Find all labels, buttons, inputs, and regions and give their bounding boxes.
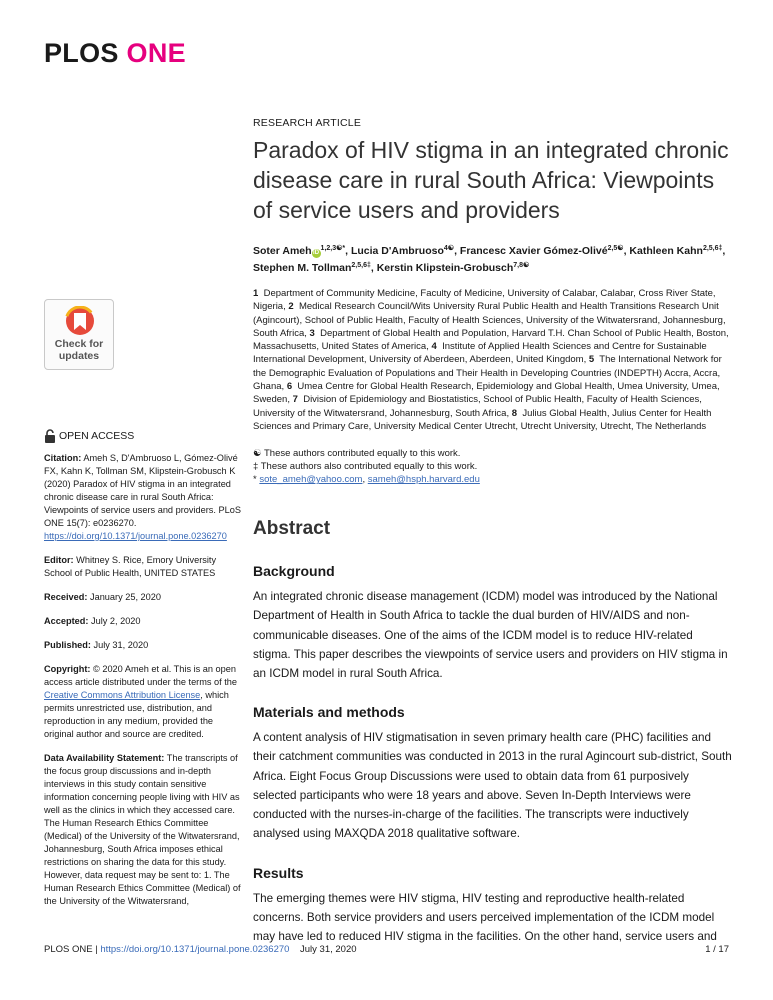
author[interactable]: Soter Ameh $iD^{1,2,3☯*}$ (253, 245, 346, 257)
received-date: January 25, 2020 (89, 592, 161, 602)
background-paragraph: An integrated chronic disease management (ICDM) model was introduced by the National Department of Health in South Africa to tackle the dual burden of HIV/AIDS and non-communicable diseases. One of the aims of the ICDM model is to reduce HIV-related stigma. This paper describes the viewpoints of service users and providers on HIV stigma in an ICDM model in rural South Africa. (253, 590, 728, 681)
data-availability-text: The transcripts of the focus group discussions and in-depth interviews in this study contain sensitive information concerning people living with HIV as well as the clinics in which they accessed care. The Human Research Ethics Committee (Medical) of the University of the Witwatersrand, Johannesburg, South Africa imposes ethical restrictions on sharing the data for this study. However, data request may be sent to: 1. The Human Research Ethics Committee (Medical) of the University of the Witwatersrand, (44, 753, 241, 906)
license-link[interactable]: Creative Commons Attribution License (44, 690, 201, 700)
results-heading: Results (253, 864, 304, 881)
bookmark-icon (62, 306, 98, 338)
background-heading: Background (253, 563, 335, 580)
published-date: July 31, 2020 (93, 640, 149, 650)
author[interactable]: Kathleen Kahn$^{2,5,6\ddagger}$ (629, 245, 723, 257)
article-title: Paradox of HIV stigma in an integrated chronic disease care in rural South Africa: Viewpoints of service users and providers (253, 137, 729, 223)
author-notes (253, 447, 733, 486)
footer-journal: PLOS ONE | (44, 944, 101, 955)
open-lock-icon (44, 429, 56, 443)
orcid-icon[interactable]: iD (313, 250, 320, 256)
results-paragraph: The emerging themes were HIV stigma, HIV testing and reproductive health-related concerns. Both service providers and users perceived implementation of the ICDM model may have led to reduced HIV stigma in the facilities. On the other hand, service users and (253, 891, 717, 943)
email-link[interactable]: sote_ameh@yahoo.com (259, 474, 363, 486)
accepted-date: July 2, 2020 (90, 616, 141, 626)
footer-date: July 31, 2020 (300, 944, 357, 955)
footer-doi-link[interactable]: https://doi.org/10.1371/journal.pone.0236270 (100, 944, 290, 955)
methods-paragraph: A content analysis of HIV stigmatisation in seven primary health care (PHC) facilities and their catchment communities was conducted in 2013 in the rural Agincourt sub-district, South Africa. Eight Focus Group Discussions were used to obtain data from 61 purposively selected participants who were 18 years and above. Seven In-Depth Interviews were conducted with the nurses-in-charge of the facilities. The transcripts were inductively analysed using MAXQDA 2018 qualitative software. (253, 731, 732, 841)
copyright-text-pre: © 2020 Ameh et al. This is an open access article distributed under the terms of the (44, 664, 238, 687)
page-footer (44, 944, 729, 955)
author[interactable]: Stephen M. Tollman$^{2,5,6\ddagger}$ (253, 262, 371, 274)
open-access-label (44, 428, 244, 444)
article-info-sidebar (44, 428, 244, 919)
data-availability-block (44, 752, 244, 908)
editor-text: Whitney S. Rice, Emory University School of Public Health, UNITED STATES (44, 555, 217, 578)
citation-block (44, 452, 244, 543)
open-access-text: OPEN ACCESS (59, 429, 135, 442)
article-type: RESEARCH ARTICLE (253, 117, 362, 129)
citation-label: Citation: (44, 453, 82, 463)
also-equal-note: ‡ These authors also contributed equally to this work. (253, 461, 478, 473)
published-label: Published: (44, 640, 91, 650)
citation-text: Ameh S, D'Ambruoso L, Gómez-Olivé FX, Kahn K, Tollman SM, Klipstein-Grobusch K (2020) Paradox of HIV stigma in an integrated chronic disease care in rural South Africa: Viewpoints of service users and providers. PLoS ONE 15(7): e0236270. (44, 453, 241, 528)
copyright-block (44, 663, 244, 741)
abstract-heading: Abstract (253, 518, 331, 540)
badge-line-2: updates (58, 350, 100, 362)
badge-line-1: Check for (54, 338, 104, 350)
author-list: Soter Ameh $iD^{1,2,3☯*}$, Lucia D'Ambruoso$^{4☯}$, Francesc Xavier Gómez-Olivé$^{2,5☯}$, Kathleen Kahn$^{2,5,6\ddagger}$, Stephen M. Tollman$^{2,5,6\ddagger}$, Kerstin Klipstein-Grobusch$^{7,8☯}$ (253, 245, 726, 274)
accepted-label: Accepted: (44, 616, 89, 626)
check-for-updates-badge[interactable] (44, 299, 114, 370)
email-link[interactable]: sameh@hsph.harvard.edu (367, 474, 480, 486)
published-block (44, 639, 244, 652)
editor-label: Editor: (44, 555, 74, 565)
data-availability-label: Data Availability Statement: (44, 753, 165, 763)
methods-heading: Materials and methods (253, 704, 405, 721)
logo-plos: PLOS (44, 38, 119, 68)
corresponding-email: * sote_ameh@yahoo.com, sameh@hsph.harvard.edu (253, 474, 480, 486)
author[interactable]: Francesc Xavier Gómez-Olivé$^{2,5☯}$ (459, 245, 624, 257)
copyright-text-post: , which permits unrestricted use, distribution, and reproduction in any medium, provided the original author and source are credited. (44, 690, 229, 739)
page-number: 1 / 17 (705, 944, 729, 955)
equal-contribution-note: ☯ These authors contributed equally to this work. (253, 448, 461, 460)
affiliations: 1 Department of Community Medicine, Faculty of Medicine, University of Calabar, Calabar, Cross River State, Nigeria, 2 Medical Research Council/Wits University Rural Public Health and Health Transitions Research Unit (Agincourt), School of Public Health, Faculty of Health Sciences, University of the Witwatersrand, Johannesburg, South Africa, 3 Department of Global Health and Population, Harvard T.H. Chan School of Public Health, Boston, Massachusetts, United States of America, 4 Institute of Applied Health Sciences and Centre for Sustainable International Development, University of Aberdeen, Aberdeen, United Kingdom, 5 The International Network for the Demographic Evaluation of Populations and Their Health in Developing Countries (INDEPTH) Accra, Accra, Ghana, 6 Umea Centre for Global Health Research, Epidemiology and Global Health, Umea University, Umea, Sweden, 7 Division of Epidemiology and Biostatistics, School of Public Health, Faculty of Health Sciences, University of the Witwatersrand, Johannesburg, South Africa, 8 Julius Global Health, Julius Center for Health Sciences and Primary Care, University Medical Center Utrecht, Utrecht University, Utrecht, The Netherlands (253, 288, 729, 432)
received-block (44, 591, 244, 604)
editor-block (44, 554, 244, 580)
journal-logo[interactable] (44, 38, 186, 69)
copyright-label: Copyright: (44, 664, 91, 674)
author[interactable]: Lucia D'Ambruoso$^{4☯}$ (350, 245, 455, 257)
accepted-block (44, 615, 244, 628)
received-label: Received: (44, 592, 88, 602)
article-main (253, 117, 733, 946)
logo-one: ONE (126, 38, 186, 68)
citation-doi-link[interactable]: https://doi.org/10.1371/journal.pone.0236270 (44, 531, 227, 541)
author[interactable]: Kerstin Klipstein-Grobusch$^{7,8☯}$ (376, 262, 530, 274)
